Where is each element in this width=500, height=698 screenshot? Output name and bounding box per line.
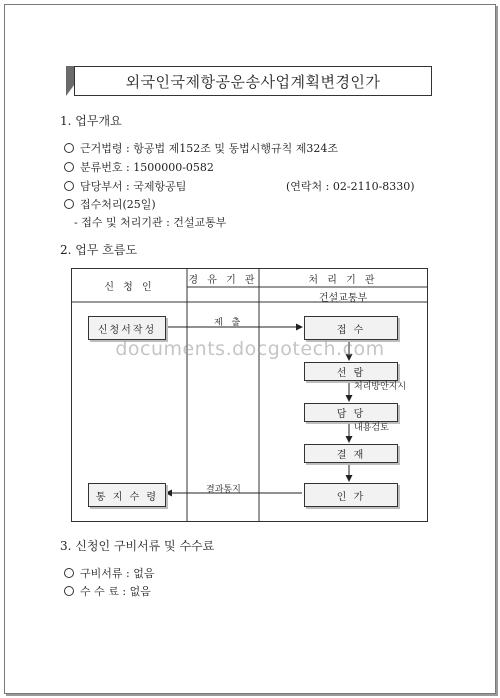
- box-notice-received: 통 지 수 령: [88, 483, 166, 507]
- item-text: 구비서류 : 없음: [80, 567, 155, 580]
- box-approve: 결 재: [304, 444, 398, 463]
- list-item: [64, 196, 156, 212]
- title-banner: [66, 66, 432, 96]
- circle-bullet-icon: [64, 586, 74, 596]
- box-receive: 접 수: [304, 316, 398, 340]
- item-text: 담당부서 : 국제항공팀: [80, 180, 187, 193]
- section1-heading: 1. 업무개요: [60, 114, 122, 128]
- circle-bullet-icon: [64, 162, 74, 172]
- col-process-sub: 건설교통부: [318, 293, 368, 304]
- section3-heading: 3. 신청인 구비서류 및 수수료: [60, 539, 215, 553]
- note-review: 처리방안지시: [354, 382, 407, 392]
- circle-bullet-icon: [64, 568, 74, 578]
- circle-bullet-icon: [64, 181, 74, 191]
- document-title: 외국인국제항공운송사업계획변경인가: [74, 66, 432, 96]
- list-item: [64, 159, 214, 175]
- circle-bullet-icon: [64, 199, 74, 209]
- item-text: 근거법령 : 항공법 제152조 및 동법시행규칙 제324조: [80, 142, 338, 155]
- col-process: 처 리 기 관: [308, 275, 378, 286]
- contact-info: (연락처 : 02-2110-8330): [286, 180, 415, 193]
- section2-heading: 2. 업무 흐름도: [60, 243, 138, 257]
- label-submit: 제 출: [214, 318, 244, 328]
- box-write-application: 신청서작성: [88, 316, 166, 340]
- list-item: [64, 178, 186, 194]
- box-permit: 인 가: [304, 483, 398, 507]
- item-text: 수 수 료 : 없음: [80, 585, 151, 598]
- col-via: 경 유 기 관: [188, 275, 258, 286]
- box-review: 선 람: [304, 362, 398, 381]
- item-text: 접수처리(25일): [80, 198, 156, 211]
- note-charge: 내용검토: [354, 423, 389, 433]
- list-item: [64, 140, 338, 156]
- box-charge: 담 당: [304, 403, 398, 422]
- sub-item: - 접수 및 처리기관 : 건설교통부: [74, 216, 227, 229]
- circle-bullet-icon: [64, 143, 74, 153]
- item-text: 분류번호 : 1500000-0582: [80, 161, 214, 174]
- watermark: documents.docgotech.com: [115, 338, 385, 360]
- list-item: [64, 565, 154, 581]
- col-applicant: 신 청 인: [104, 282, 155, 293]
- list-item: [64, 583, 151, 599]
- flowchart: [71, 268, 428, 522]
- label-notify: 결과통지: [206, 485, 241, 495]
